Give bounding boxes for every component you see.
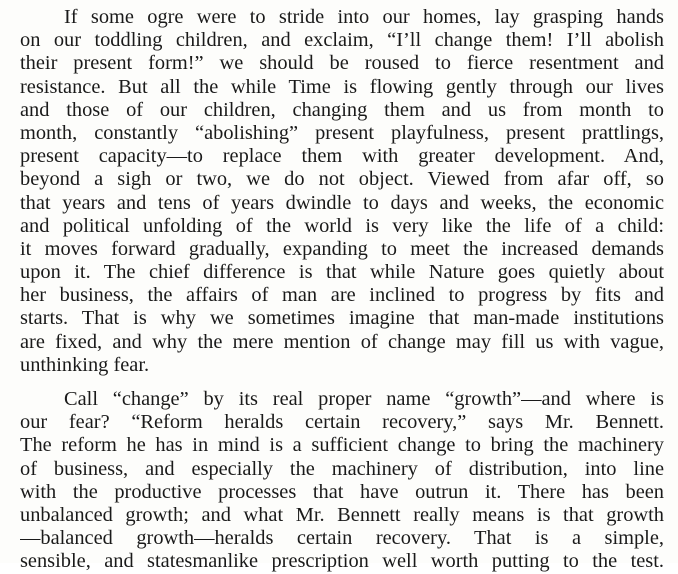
text-line: present capacity—to replace them with greater development. And, xyxy=(20,145,664,168)
text-line: with the productive processes that have outrun it. There has been xyxy=(20,480,664,503)
text-line: beyond a sigh or two, we do not object. Viewed from afar off, so xyxy=(20,168,664,191)
text-line: If some ogre were to stride into our homes, lay grasping hands xyxy=(64,6,664,28)
text-line: sensible, and statesmanlike prescription well worth putting to the test. xyxy=(20,550,664,573)
text-line: unthinking fear. xyxy=(20,353,150,376)
text-line: are fixed, and why the mere mention of change may fill us with vague, xyxy=(20,330,664,353)
text-line: Call “change” by its real proper name “growth”—and where is xyxy=(64,388,664,410)
text-line: of business, and especially the machinery of distribution, into line xyxy=(20,457,664,480)
paragraph-1 xyxy=(20,6,664,377)
text-line: on our toddling children, and exclaim, “I’ll change them! I’ll abolish xyxy=(20,29,664,52)
text-line: and political unfolding of the world is very like the life of a child: xyxy=(20,214,664,237)
text-line: our fear? “Reform heralds certain recovery,” says Mr. Bennett. xyxy=(20,411,664,434)
text-line: unbalanced growth; and what Mr. Bennett really means is that growth xyxy=(20,503,664,526)
text-line: her business, the affairs of man are inclined to progress by fits and xyxy=(20,284,664,307)
text-line: their present form!” we should be roused to fierce resentment and xyxy=(20,52,664,75)
text-line: —balanced growth—heralds certain recovery. That is a simple, xyxy=(20,527,664,550)
text-line: upon it. The chief difference is that while Nature goes quietly about xyxy=(20,261,664,284)
text-line: and those of our children, changing them and us from month to xyxy=(20,98,664,121)
text-line: The reform he has in mind is a sufficient change to bring the machinery xyxy=(20,434,664,457)
paragraph-2 xyxy=(20,388,664,574)
text-line: month, constantly “abolishing” present playfulness, present prattlings, xyxy=(20,121,664,144)
text-line: starts. That is why we sometimes imagine that man-made institutions xyxy=(20,307,664,330)
text-line: resistance. But all the while Time is flowing gently through our lives xyxy=(20,75,664,98)
text-line: that years and tens of years dwindle to days and weeks, the economic xyxy=(20,191,664,214)
text-line: it moves forward gradually, expanding to meet the increased demands xyxy=(20,237,664,260)
